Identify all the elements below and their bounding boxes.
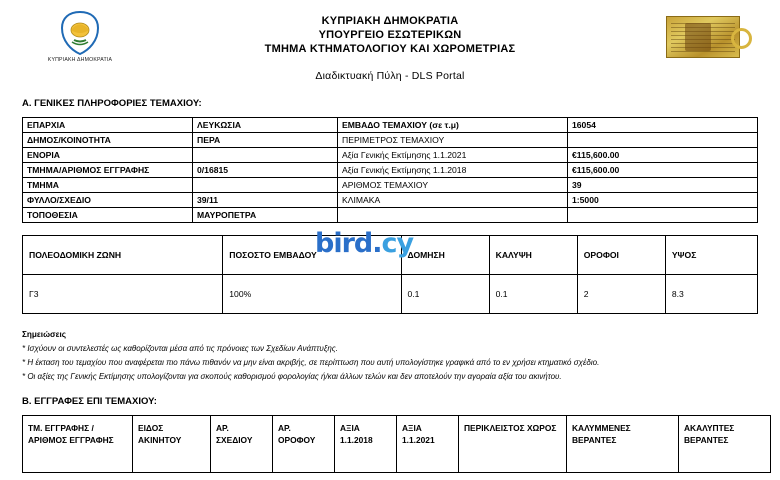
notes-block <box>22 328 758 384</box>
registration-column-header: ΤΜ. ΕΓΓΡΑΦΗΣ / ΑΡΙΘΜΟΣ ΕΓΓΡΑΦΗΣ <box>23 416 133 473</box>
seal-stamp-icon <box>666 16 740 58</box>
document-header <box>22 8 758 90</box>
zone-column-header: ΠΟΛΕΟΔΟΜΙΚΗ ΖΩΝΗ <box>23 236 223 275</box>
parcel-value-right: 39 <box>568 178 758 193</box>
table-row <box>23 208 758 223</box>
registration-column-header: ΠΕΡΙΚΛΕΙΣΤΟΣ ΧΩΡΟΣ <box>459 416 567 473</box>
planning-zone-table <box>22 235 758 314</box>
parcel-label-left: ΔΗΜΟΣ/ΚΟΙΝΟΤΗΤΑ <box>23 133 193 148</box>
parcel-value-right <box>568 208 758 223</box>
watermark-part1: bird <box>315 228 373 259</box>
title-line-3: ΤΜΗΜΑ ΚΤΗΜΑΤΟΛΟΓΙΟΥ ΚΑΙ ΧΩΡΟΜΕΤΡΙΑΣ <box>264 43 516 55</box>
section-b-title: Β. ΕΓΓΡΑΦΕΣ ΕΠΙ ΤΕΜΑΧΙΟΥ: <box>22 396 157 407</box>
parcel-label-left: ΕΝΟΡΙΑ <box>23 148 193 163</box>
zone-cell: 2 <box>577 275 665 314</box>
table-row <box>23 275 758 314</box>
title-line-2: ΥΠΟΥΡΓΕΙΟ ΕΣΩΤΕΡΙΚΩΝ <box>318 29 462 41</box>
table-row <box>23 133 758 148</box>
parcel-value-right: €115,600.00 <box>568 148 758 163</box>
registration-column-header: ΑΞΙΑ 1.1.2021 <box>397 416 459 473</box>
seal-ring-icon <box>731 28 752 49</box>
registration-column-header: ΑΡ. ΟΡΟΦΟΥ <box>273 416 335 473</box>
zone-cell: 100% <box>223 275 401 314</box>
dls-seal <box>666 16 752 60</box>
header-titles <box>22 8 758 56</box>
zone-column-header: ΔΟΜΗΣΗ <box>401 236 489 275</box>
table-row <box>23 193 758 208</box>
title-line-1: ΚΥΠΡΙΑΚΗ ΔΗΜΟΚΡΑΤΙΑ <box>321 15 459 27</box>
registration-column-header: ΚΑΛΥΜΜΕΝΕΣ ΒΕΡΑΝΤΕΣ <box>567 416 679 473</box>
portal-subtitle: Διαδικτυακή Πύλη - DLS Portal <box>315 70 465 82</box>
note-item: * Ισχύουν οι συντελεστές ως καθορίζονται μέσα από τις πρόνοιες των Σχεδίων Ανάπτυξης. <box>22 344 338 353</box>
zone-cell: 8.3 <box>665 275 757 314</box>
parcel-label-left: ΦΥΛΛΟ/ΣΧΕΔΙΟ <box>23 193 193 208</box>
table-header-row <box>23 236 758 275</box>
parcel-value-left <box>193 178 338 193</box>
table-row <box>23 148 758 163</box>
republic-emblem <box>32 10 128 63</box>
parcel-value-right: 16054 <box>568 118 758 133</box>
parcel-label-right: ΚΛΙΜΑΚΑ <box>338 193 568 208</box>
zone-column-header: ΠΟΣΟΣΤΟ ΕΜΒΑΔΟΥ <box>223 236 401 275</box>
registration-column-header: ΑΚΑΛΥΠΤΕΣ ΒΕΡΑΝΤΕΣ <box>679 416 771 473</box>
zone-cell: Γ3 <box>23 275 223 314</box>
parcel-info-table <box>22 117 758 223</box>
table-row <box>23 163 758 178</box>
zone-column-header: ΚΑΛΥΨΗ <box>489 236 577 275</box>
table-header-row <box>23 416 771 473</box>
note-item: * Οι αξίες της Γενικής Εκτίμησης υπολογίζονται για σκοπούς καθορισμού φορολογίας ή/και άλλων τελών και δεν αποτελούν την αγοραία αξία του ακινήτου. <box>22 372 562 381</box>
parcel-label-right: Αξία Γενικής Εκτίμησης 1.1.2018 <box>338 163 568 178</box>
parcel-label-right: ΑΡΙΘΜΟΣ ΤΕΜΑΧΙΟΥ <box>338 178 568 193</box>
parcel-value-left: 0/16815 <box>193 163 338 178</box>
parcel-label-right: ΠΕΡΙΜΕΤΡΟΣ ΤΕΜΑΧΙΟΥ <box>338 133 568 148</box>
table-row <box>23 118 758 133</box>
zone-cell: 0.1 <box>401 275 489 314</box>
parcel-value-right: 1:5000 <box>568 193 758 208</box>
section-a-title: Α. ΓΕΝΙΚΕΣ ΠΛΗΡΟΦΟΡΙΕΣ ΤΕΜΑΧΙΟΥ: <box>22 98 202 109</box>
parcel-value-left: ΛΕΥΚΩΣΙΑ <box>193 118 338 133</box>
table-row <box>23 178 758 193</box>
registration-column-header: ΑΞΙΑ 1.1.2018 <box>335 416 397 473</box>
zone-column-header: ΥΨΟΣ <box>665 236 757 275</box>
coat-of-arms-icon <box>58 10 102 56</box>
parcel-label-right: ΕΜΒΑΔΟ ΤΕΜΑΧΙΟΥ (σε τ.μ) <box>338 118 568 133</box>
parcel-value-left <box>193 148 338 163</box>
parcel-value-left: 39/11 <box>193 193 338 208</box>
emblem-caption: ΚΥΠΡΙΑΚΗ ΔΗΜΟΚΡΑΤΙΑ <box>47 57 113 63</box>
registrations-table <box>22 415 771 473</box>
registration-column-header: ΑΡ. ΣΧΕΔΙΟΥ <box>211 416 273 473</box>
parcel-value-left: ΜΑΥΡΟΠΕΤΡΑ <box>193 208 338 223</box>
parcel-label-left: ΕΠΑΡΧΙΑ <box>23 118 193 133</box>
registration-column-header: ΕΙΔΟΣ ΑΚΙΝΗΤΟΥ <box>133 416 211 473</box>
note-item: * Η έκταση του τεμαχίου που αναφέρεται πιο πάνω πιθανόν να μην είναι ακριβής, σε περίπτωση που αυτή υπολογίστηκε γραφικά από το εν χρήσει κτηματικό σχέδιο. <box>22 358 600 367</box>
parcel-label-left: ΤΜΗΜΑ/ΑΡΙΘΜΟΣ ΕΓΓΡΑΦΗΣ <box>23 163 193 178</box>
watermark-dot: . <box>372 228 382 259</box>
parcel-value-right: €115,600.00 <box>568 163 758 178</box>
parcel-label-left: ΤΟΠΟΘΕΣΙΑ <box>23 208 193 223</box>
parcel-value-left: ΠΕΡΑ <box>193 133 338 148</box>
parcel-label-right <box>338 208 568 223</box>
zone-column-header: ΟΡΟΦΟΙ <box>577 236 665 275</box>
notes-title: Σημειώσεις <box>22 330 67 339</box>
zone-cell: 0.1 <box>489 275 577 314</box>
parcel-value-right <box>568 133 758 148</box>
parcel-label-right: Αξία Γενικής Εκτίμησης 1.1.2021 <box>338 148 568 163</box>
parcel-label-left: ΤΜΗΜΑ <box>23 178 193 193</box>
watermark-part2: cy <box>381 228 414 259</box>
